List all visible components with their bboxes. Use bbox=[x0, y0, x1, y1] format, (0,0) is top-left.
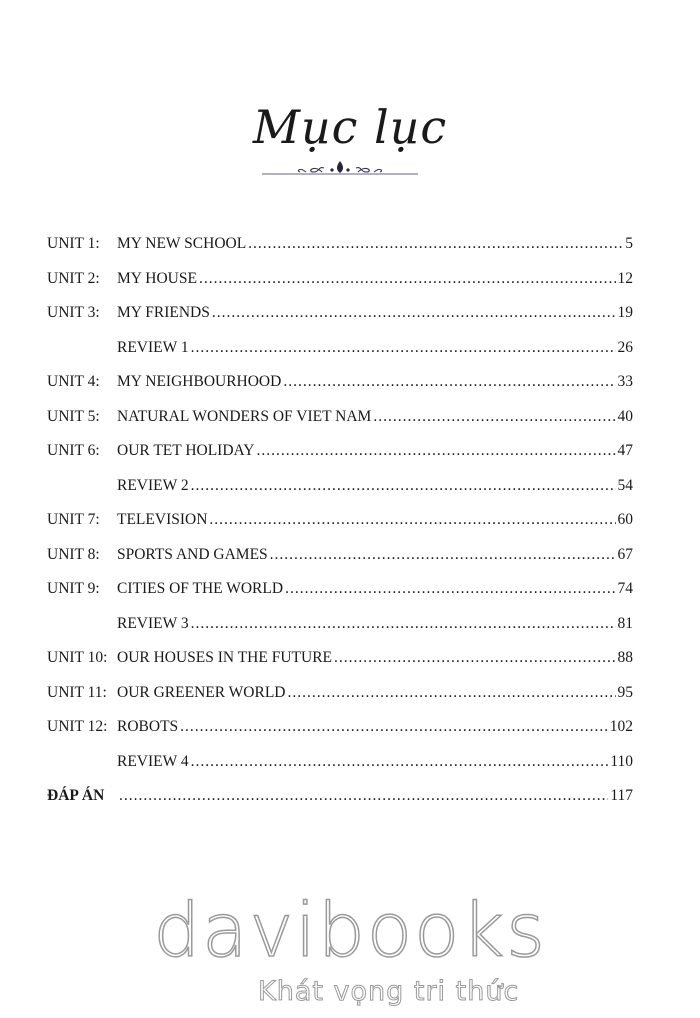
toc-row[interactable] bbox=[47, 717, 633, 752]
toc-entry-title: OUR GREENER WORLD bbox=[117, 683, 286, 701]
toc-page-number: 60 bbox=[617, 511, 633, 528]
toc-unit-label: UNIT 3: bbox=[47, 304, 100, 321]
dot-leader bbox=[199, 269, 616, 289]
toc-entry-title: REVIEW 4 bbox=[117, 752, 189, 770]
dot-leader bbox=[119, 786, 608, 806]
toc-entry bbox=[117, 234, 633, 254]
toc-entry bbox=[117, 683, 633, 703]
toc-row[interactable] bbox=[47, 441, 633, 476]
toc-entry bbox=[117, 476, 633, 496]
dot-leader bbox=[270, 545, 616, 565]
toc-row[interactable] bbox=[47, 545, 633, 580]
toc-entry bbox=[117, 407, 633, 427]
dot-leader bbox=[257, 441, 616, 461]
toc-entry-title: ROBOTS bbox=[117, 718, 179, 735]
toc-row[interactable] bbox=[47, 269, 633, 304]
toc-entry bbox=[117, 786, 633, 806]
table-of-contents bbox=[47, 234, 633, 821]
dot-leader bbox=[334, 648, 615, 668]
toc-row-answers[interactable] bbox=[47, 786, 633, 821]
toc-row[interactable] bbox=[47, 614, 633, 649]
toc-entry-title: REVIEW 1 bbox=[117, 338, 189, 356]
toc-entry-title: CITIES OF THE WORLD bbox=[117, 580, 284, 597]
dot-leader bbox=[191, 476, 616, 496]
toc-entry bbox=[117, 614, 633, 634]
toc-entry-title: MY FRIENDS bbox=[117, 304, 210, 321]
toc-page-number: 40 bbox=[617, 407, 633, 425]
brand-watermark: davibooks bbox=[153, 888, 547, 974]
toc-page-number: 54 bbox=[617, 476, 633, 494]
toc-unit-label: UNIT 6: bbox=[47, 442, 100, 459]
dot-leader bbox=[248, 234, 623, 254]
toc-page-number: 81 bbox=[617, 614, 633, 632]
toc-page-number: 110 bbox=[610, 752, 633, 770]
toc-row[interactable] bbox=[47, 338, 633, 373]
toc-entry bbox=[117, 545, 633, 565]
toc-unit-label: UNIT 5: bbox=[47, 407, 100, 425]
dot-leader bbox=[283, 372, 615, 392]
dot-leader bbox=[209, 510, 615, 530]
toc-page-number: 102 bbox=[609, 718, 633, 735]
toc-entry-title: MY HOUSE bbox=[117, 269, 197, 287]
toc-row[interactable] bbox=[47, 476, 633, 511]
toc-entry bbox=[117, 303, 633, 323]
dot-leader bbox=[373, 407, 615, 427]
toc-unit-label: UNIT 9: bbox=[47, 580, 100, 597]
title-ornament bbox=[262, 158, 418, 180]
dot-leader bbox=[285, 579, 615, 599]
toc-entry-title: REVIEW 3 bbox=[117, 614, 189, 632]
toc-entry bbox=[117, 752, 633, 772]
toc-row[interactable] bbox=[47, 683, 633, 718]
answers-label: ĐÁP ÁN bbox=[47, 787, 105, 804]
toc-unit-label: UNIT 2: bbox=[47, 269, 100, 287]
toc-row[interactable] bbox=[47, 510, 633, 545]
toc-entry-title: TELEVISION bbox=[117, 511, 208, 528]
toc-row[interactable] bbox=[47, 303, 633, 338]
toc-entry bbox=[117, 372, 633, 392]
toc-row[interactable] bbox=[47, 648, 633, 683]
toc-entry bbox=[117, 579, 633, 599]
toc-page-number: 88 bbox=[617, 649, 633, 666]
toc-unit-label: UNIT 7: bbox=[47, 511, 100, 528]
toc-entry bbox=[117, 510, 633, 530]
toc-unit-label: UNIT 10: bbox=[47, 649, 108, 666]
toc-entry bbox=[117, 441, 633, 461]
dot-leader bbox=[191, 614, 616, 634]
toc-page-number: 117 bbox=[610, 787, 633, 804]
toc-page-number: 67 bbox=[617, 545, 633, 563]
toc-entry-title: OUR TET HOLIDAY bbox=[117, 442, 255, 459]
toc-page-number: 95 bbox=[617, 683, 633, 701]
toc-entry-title: MY NEW SCHOOL bbox=[117, 235, 247, 252]
toc-page-number: 47 bbox=[617, 442, 633, 459]
toc-unit-label: UNIT 1: bbox=[47, 235, 100, 252]
toc-entry-title: MY NEIGHBOURHOOD bbox=[117, 373, 282, 390]
toc-page-number: 12 bbox=[617, 269, 633, 287]
dot-leader bbox=[191, 752, 609, 772]
toc-page-number: 33 bbox=[617, 373, 633, 390]
toc-page-number: 26 bbox=[617, 338, 633, 356]
toc-unit-label: UNIT 4: bbox=[47, 373, 100, 390]
toc-entry bbox=[117, 269, 633, 289]
toc-entry bbox=[117, 648, 633, 668]
toc-row[interactable] bbox=[47, 407, 633, 442]
toc-page-number: 5 bbox=[625, 235, 633, 252]
dot-leader bbox=[288, 683, 616, 703]
brand-tagline: Khát vọng tri thức bbox=[258, 976, 520, 1007]
dot-leader bbox=[191, 338, 616, 358]
toc-entry bbox=[117, 717, 633, 737]
toc-row[interactable] bbox=[47, 234, 633, 269]
toc-row[interactable] bbox=[47, 579, 633, 614]
toc-row[interactable] bbox=[47, 372, 633, 407]
toc-page-number: 19 bbox=[617, 304, 633, 321]
dot-leader bbox=[212, 303, 616, 323]
toc-unit-label: UNIT 8: bbox=[47, 545, 100, 563]
toc-entry-title: REVIEW 2 bbox=[117, 476, 189, 494]
toc-page-number: 74 bbox=[617, 580, 633, 597]
page-title: Mục lục bbox=[252, 100, 448, 154]
toc-unit-label: UNIT 11: bbox=[47, 683, 107, 701]
toc-entry-title: NATURAL WONDERS OF VIET NAM bbox=[117, 407, 372, 425]
toc-entry-title: OUR HOUSES IN THE FUTURE bbox=[117, 649, 333, 666]
toc-unit-label: UNIT 12: bbox=[47, 718, 108, 735]
dot-leader bbox=[180, 717, 608, 737]
toc-entry bbox=[117, 338, 633, 358]
toc-entry-title: SPORTS AND GAMES bbox=[117, 545, 268, 563]
toc-row[interactable] bbox=[47, 752, 633, 787]
